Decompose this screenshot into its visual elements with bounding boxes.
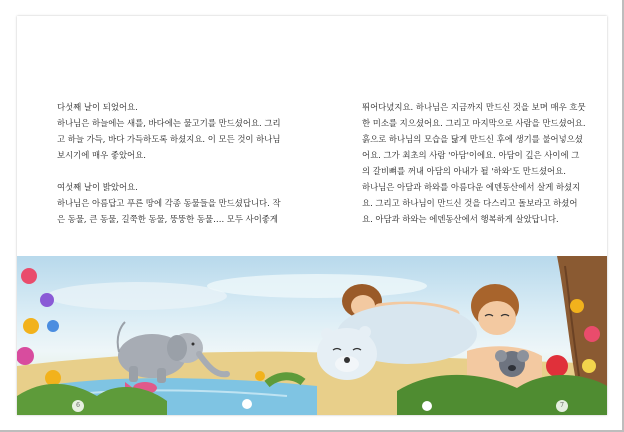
text-line: 여섯째 날이 밝았어요. [57, 182, 138, 192]
text-line: 은 동물, 큰 동물, 길쭉한 동물, 뚱뚱한 동물…. 모두 사이좋게 [57, 214, 278, 224]
text-line: 하나님은 하늘에는 새를, 바다에는 물고기를 만드셨어요. 그리 [57, 118, 281, 128]
text-line: 하나님은 아름답고 푸른 땅에 각종 동물들을 만드셨답니다. 작 [57, 198, 281, 208]
snail [255, 371, 265, 381]
text-line: 요. 아담과 하와는 에덴동산에서 행복하게 살았답니다. [362, 214, 559, 224]
page-number-left: 6 [72, 400, 84, 412]
right-page-text [362, 99, 586, 227]
garden-illustration [17, 256, 607, 415]
text-line: 어요. 그가 최초의 사람 '아담'이에요. 아담이 깊은 사이에 그 [362, 150, 580, 160]
illustration-svg [17, 256, 607, 415]
page-number-right: 7 [556, 400, 568, 412]
text-line: 하나님은 아담과 하와를 아름다운 에덴동산에서 살게 하셨지 [362, 182, 581, 192]
text-line: 요. 그리고 하나님이 만드신 것을 다스리고 돌보라고 하셨어 [362, 198, 578, 208]
daisy [242, 399, 252, 409]
text-line: 다섯째 날이 되었어요. [57, 102, 138, 112]
text-line: 고 하늘 가득, 바다 가득하도록 하셨지요. 이 모든 것이 하나님 [57, 134, 281, 144]
text-line: 흙으로 하나님의 모습을 닮게 만드신 후에 생기를 불어넣으셨 [362, 134, 583, 144]
cloud [207, 274, 427, 298]
text-line: 의 갈비뼈를 꺼내 아담의 아내가 될 '하와'도 만드셨어요. [362, 166, 566, 176]
daisy [422, 401, 432, 411]
adam [467, 284, 542, 391]
paragraph-gap [57, 163, 281, 179]
text-line: 뛰어다녔지요. 하나님은 지금까지 만드신 것을 보며 매우 흐뭇 [362, 102, 586, 112]
left-page-text [57, 99, 281, 227]
cloud [47, 282, 227, 310]
text-line: 한 미소를 지으셨어요. 그리고 마지막으로 사람을 만드셨어요. [362, 118, 586, 128]
text-line: 보시기에 매우 좋았어요. [57, 150, 146, 160]
book-spread [17, 16, 607, 415]
